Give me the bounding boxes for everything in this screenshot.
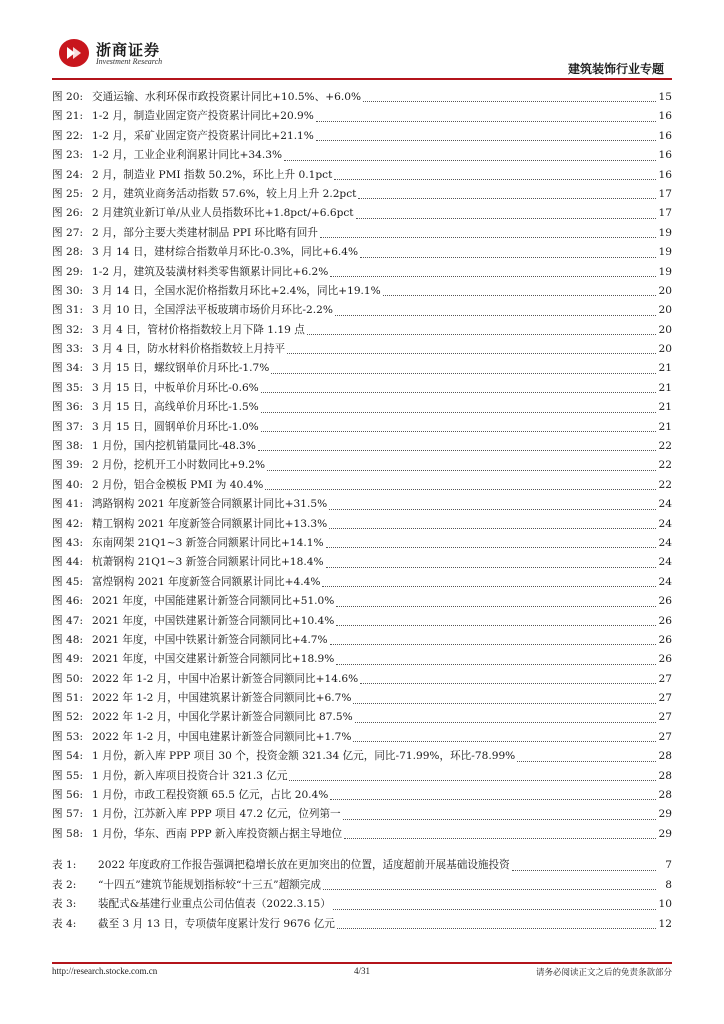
figure-entry-label: 图 20:	[52, 90, 84, 103]
figure-entry-leader	[358, 198, 656, 199]
figure-entry-title: 3 月 15 日，圆钢单价月环比-1.0%	[92, 420, 259, 433]
figure-entry[interactable]	[52, 728, 672, 747]
figure-entry-title: 鸿路钢构 2021 年度新签合同额累计同比+31.5%	[92, 498, 328, 511]
figure-entry[interactable]	[52, 418, 672, 437]
figure-entry[interactable]	[52, 650, 672, 669]
brand-logo	[58, 38, 208, 78]
figure-entry[interactable]	[52, 398, 672, 417]
figure-entry-title: 2022 年 1-2 月，中国建筑累计新签合同额同比+6.7%	[92, 692, 352, 705]
figure-entry-page: 24	[658, 517, 672, 530]
table-entry-title: 装配式&基建行业重点公司估值表（2022.3.15）	[98, 898, 331, 911]
figure-entry-title: 2021 年度，中国铁建累计新签合同额同比+10.4%	[92, 614, 335, 627]
figure-entry-leader	[320, 237, 656, 238]
figure-entry-label: 图 30:	[52, 284, 84, 297]
table-entry-leader	[337, 928, 656, 929]
figure-entry-leader	[330, 644, 656, 645]
figure-entry[interactable]	[52, 88, 672, 107]
figure-entry-page: 21	[658, 381, 672, 394]
figure-entry[interactable]	[52, 185, 672, 204]
figure-entry-leader	[330, 276, 656, 277]
figure-entry-leader	[383, 295, 656, 296]
figure-entry-page: 16	[658, 129, 672, 142]
figure-entry-label: 图 31:	[52, 304, 84, 317]
figure-entry-label: 图 41:	[52, 498, 84, 511]
table-entry-leader	[512, 870, 656, 871]
figure-entry[interactable]	[52, 340, 672, 359]
figure-entry-page: 29	[658, 827, 672, 840]
figure-entry-page: 19	[658, 246, 672, 259]
figure-entry-page: 24	[658, 556, 672, 569]
figure-entry[interactable]	[52, 631, 672, 650]
table-entry[interactable]	[52, 915, 672, 935]
figure-entry-page: 28	[658, 769, 672, 782]
figure-entry-label: 图 26:	[52, 207, 84, 220]
figure-entry-page: 15	[658, 90, 672, 103]
figure-entry[interactable]	[52, 107, 672, 126]
figure-entry-title: 3 月 4 日，管材价格指数较上月下降 1.19 点	[92, 323, 305, 336]
figure-entry-label: 图 52:	[52, 711, 84, 724]
figure-entry-leader	[517, 761, 656, 762]
figure-entry[interactable]	[52, 243, 672, 262]
figure-entry-title: 1 月份，华东、西南 PPP 新入库投资额占据主导地位	[92, 827, 343, 840]
figure-entry-title: 1-2 月，采矿业固定资产投资累计同比+21.1%	[92, 129, 314, 142]
figure-entry-label: 图 54:	[52, 750, 84, 763]
figure-entry-leader	[261, 412, 656, 413]
figure-entry[interactable]	[52, 534, 672, 553]
figure-entry-page: 26	[658, 653, 672, 666]
figure-entry-leader	[336, 664, 656, 665]
figure-entry-leader	[355, 722, 656, 723]
figure-entry-title: 2 月建筑业新订单/从业人员指数环比+1.8pct/+6.6pct	[92, 207, 354, 220]
figure-entry-title: 1-2 月，制造业固定资产投资累计同比+20.9%	[92, 110, 314, 123]
figure-entry-page: 16	[658, 149, 672, 162]
figure-entry[interactable]	[52, 282, 672, 301]
figure-entry-leader	[336, 625, 656, 626]
figure-entry-page: 27	[658, 730, 672, 743]
figure-entry[interactable]	[52, 786, 672, 805]
figure-entry-label: 图 25:	[52, 187, 84, 200]
figure-entry-title: 3 月 10 日，全国浮法平板玻璃市场价月环比-2.2%	[92, 304, 333, 317]
footer-url-link[interactable]: http://research.stocke.com.cn	[52, 966, 158, 976]
figure-entry-title: 2 月份，挖机开工小时数同比+9.2%	[92, 459, 266, 472]
figure-entry[interactable]	[52, 689, 672, 708]
figure-entry-label: 图 50:	[52, 672, 84, 685]
figure-entry-title: 1-2 月，工业企业利润累计同比+34.3%	[92, 149, 283, 162]
figure-entry-label: 图 39:	[52, 459, 84, 472]
footer-page-number: 4/31	[354, 966, 371, 976]
figure-entry-label: 图 35:	[52, 381, 84, 394]
figure-entry-page: 19	[658, 226, 672, 239]
figure-entry-leader	[356, 218, 656, 219]
figure-entry[interactable]	[52, 204, 672, 223]
figure-index-list	[52, 88, 672, 844]
table-entry-page: 7	[665, 859, 672, 871]
figure-entry-leader	[284, 160, 656, 161]
figure-entry-label: 图 36:	[52, 401, 84, 414]
figure-entry-leader	[334, 179, 656, 180]
figure-entry-page: 27	[658, 711, 672, 724]
table-entry-label: 表 2:	[52, 878, 77, 891]
figure-entry-label: 图 21:	[52, 110, 84, 123]
figure-entry-page: 19	[658, 265, 672, 278]
figure-entry[interactable]	[52, 670, 672, 689]
figure-entry-title: 3 月 15 日，螺纹钢单价月环比-1.7%	[92, 362, 270, 375]
figure-entry-leader	[344, 838, 656, 839]
table-entry[interactable]	[52, 856, 672, 876]
figure-entry-page: 16	[658, 110, 672, 123]
table-entry-leader	[323, 889, 656, 890]
figure-entry-page: 27	[658, 672, 672, 685]
footer-divider	[52, 962, 672, 964]
header-divider	[52, 78, 672, 80]
figure-entry-title: 1 月份，江苏新入库 PPP 项目 47.2 亿元，位列第一	[92, 808, 341, 821]
figure-entry-page: 20	[658, 284, 672, 297]
figure-entry-page: 22	[658, 459, 672, 472]
brand-logo-icon	[58, 38, 90, 68]
page-footer	[52, 966, 672, 982]
figure-entry[interactable]	[52, 224, 672, 243]
figure-entry-title: 2 月，部分主要大类建材制品 PPI 环比略有回升	[92, 226, 318, 239]
figure-entry-label: 图 58:	[52, 827, 84, 840]
figure-entry-label: 图 28:	[52, 246, 84, 259]
figure-entry-leader	[261, 392, 656, 393]
figure-entry[interactable]	[52, 127, 672, 146]
figure-entry-label: 图 51:	[52, 692, 84, 705]
figure-entry-page: 27	[658, 692, 672, 705]
figure-entry-page: 22	[658, 440, 672, 453]
figure-entry-page: 17	[658, 207, 672, 220]
brand-name-en: Investment Research	[96, 57, 163, 66]
figure-entry-label: 图 55:	[52, 769, 84, 782]
figure-entry-title: 3 月 15 日，高线单价月环比-1.5%	[92, 401, 259, 414]
figure-entry-page: 20	[658, 304, 672, 317]
figure-entry-label: 图 53:	[52, 730, 84, 743]
figure-entry[interactable]	[52, 495, 672, 514]
figure-entry-title: 精工钢构 2021 年度新签合同额累计同比+13.3%	[92, 517, 328, 530]
figure-entry-title: 2022 年 1-2 月，中国电建累计新签合同额同比+1.7%	[92, 730, 352, 743]
figure-entry-title: 2 月，建筑业商务活动指数 57.6%，较上月上升 2.2pct	[92, 187, 357, 200]
table-entry-page: 10	[658, 898, 672, 911]
figure-entry-leader	[353, 741, 656, 742]
figure-entry[interactable]	[52, 612, 672, 631]
figure-entry-title: 2021 年度，中国交建累计新签合同额同比+18.9%	[92, 653, 335, 666]
figure-entry[interactable]	[52, 359, 672, 378]
figure-entry[interactable]	[52, 321, 672, 340]
figure-entry-leader	[329, 528, 656, 529]
figure-entry-leader	[271, 373, 656, 374]
figure-entry-page: 20	[658, 343, 672, 356]
figure-entry-page: 21	[658, 401, 672, 414]
figure-entry[interactable]	[52, 767, 672, 786]
figure-entry-label: 图 43:	[52, 536, 84, 549]
figure-entry-leader	[329, 509, 656, 510]
figure-entry-label: 图 45:	[52, 575, 84, 588]
table-entry[interactable]	[52, 876, 672, 896]
table-entry-title: “十四五”建筑节能规划指标较“十三五”超额完成	[98, 878, 321, 891]
figure-entry[interactable]	[52, 456, 672, 475]
figure-entry[interactable]	[52, 709, 672, 728]
figure-entry-label: 图 29:	[52, 265, 84, 278]
figure-entry-title: 2022 年 1-2 月，中国化学累计新签合同额同比 87.5%	[92, 711, 353, 724]
figure-entry-label: 图 46:	[52, 595, 84, 608]
figure-entry-title: 2 月，制造业 PMI 指数 50.2%，环比上升 0.1pct	[92, 168, 333, 181]
table-index-list	[52, 856, 672, 934]
figure-entry-label: 图 57:	[52, 808, 84, 821]
figure-entry-leader	[316, 140, 656, 141]
figure-entry-title: 3 月 14 日，全国水泥价格指数月环比+2.4%，同比+19.1%	[92, 284, 381, 297]
figure-entry-page: 21	[658, 420, 672, 433]
figure-entry-leader	[307, 334, 656, 335]
figure-entry[interactable]	[52, 437, 672, 456]
figure-entry-page: 20	[658, 323, 672, 336]
figure-entry-leader	[267, 470, 656, 471]
figure-entry-page: 26	[658, 633, 672, 646]
figure-entry-leader	[265, 489, 656, 490]
figure-entry-leader	[326, 547, 656, 548]
figure-entry-title: 1 月份，新入库 PPP 项目 30 个，投资金额 321.34 亿元，同比-71.99%，环比-78.99%	[92, 750, 516, 763]
footer-disclaimer: 请务必阅读正文之后的免责条款部分	[535, 968, 672, 978]
figure-entry-title: 2022 年 1-2 月，中国中冶累计新签合同额同比+14.6%	[92, 672, 359, 685]
figure-entry-label: 图 42:	[52, 517, 84, 530]
figure-entry-leader	[326, 567, 656, 568]
table-entry-label: 表 4:	[52, 917, 77, 930]
figure-entry-title: 2021 年度，中国中铁累计新签合同额同比+4.7%	[92, 633, 328, 646]
figure-entry-page: 29	[658, 808, 672, 821]
figure-entry-page: 24	[658, 498, 672, 511]
figure-entry-leader	[289, 780, 656, 781]
figure-entry[interactable]	[52, 573, 672, 592]
table-entry-label: 表 3:	[52, 898, 77, 911]
figure-entry[interactable]	[52, 747, 672, 766]
report-type-label: 建筑装饰行业专题	[567, 62, 664, 76]
figure-entry-title: 3 月 4 日，防水材料价格指数较上月持平	[92, 343, 286, 356]
figure-entry[interactable]	[52, 805, 672, 824]
figure-entry-label: 图 24:	[52, 168, 84, 181]
figure-entry-page: 21	[658, 362, 672, 375]
figure-entry-label: 图 47:	[52, 614, 84, 627]
figure-entry[interactable]	[52, 379, 672, 398]
figure-entry-title: 3 月 15 日，中板单价月环比-0.6%	[92, 381, 259, 394]
figure-entry-page: 28	[658, 750, 672, 763]
figure-entry-title: 1 月份，新入库项目投资合计 321.3 亿元	[92, 769, 288, 782]
figure-entry-label: 图 34:	[52, 362, 84, 375]
figure-entry-label: 图 49:	[52, 653, 84, 666]
figure-entry-leader	[258, 450, 656, 451]
figure-entry-label: 图 22:	[52, 129, 84, 142]
figure-entry-leader	[335, 315, 656, 316]
figure-entry-page: 16	[658, 168, 672, 181]
figure-entry-label: 图 56:	[52, 789, 84, 802]
table-entry-title: 截至 3 月 13 日，专项债年度累计发行 9676 亿元	[98, 917, 335, 930]
figure-entry-leader	[287, 353, 656, 354]
figure-entry-leader	[322, 586, 656, 587]
table-entry-leader	[333, 909, 656, 910]
figure-entry[interactable]	[52, 476, 672, 495]
figure-entry-page: 26	[658, 614, 672, 627]
figure-entry-page: 26	[658, 595, 672, 608]
table-entry-page: 8	[665, 878, 672, 891]
figure-entry-leader	[316, 121, 656, 122]
brand-name-cn: 浙商证券	[96, 41, 161, 59]
figure-entry-leader	[343, 819, 656, 820]
figure-entry-page: 24	[658, 536, 672, 549]
figure-entry[interactable]	[52, 553, 672, 572]
figure-entry[interactable]	[52, 825, 672, 844]
figure-entry-page: 24	[658, 575, 672, 588]
figure-entry-page: 17	[658, 187, 672, 200]
figure-entry-title: 东南网架 21Q1~3 新签合同额累计同比+14.1%	[92, 536, 324, 549]
figure-entry-title: 1 月份，市政工程投资额 65.5 亿元，占比 20.4%	[92, 789, 329, 802]
table-entry-label: 表 1:	[52, 859, 77, 871]
figure-entry-label: 图 38:	[52, 440, 84, 453]
figure-entry-title: 3 月 14 日，建材综合指数单月环比-0.3%，同比+6.4%	[92, 246, 359, 259]
figure-entry-leader	[353, 703, 656, 704]
figure-entry-label: 图 32:	[52, 323, 84, 336]
figure-entry-label: 图 40:	[52, 478, 84, 491]
figure-entry-title: 2 月份，铝合金模板 PMI 为 40.4%	[92, 478, 264, 491]
figure-entry-label: 图 37:	[52, 420, 84, 433]
figure-entry-title: 2021 年度，中国能建累计新签合同额同比+51.0%	[92, 595, 335, 608]
figure-entry-leader	[261, 431, 656, 432]
table-entry-title: 2022 年度政府工作报告强调把稳增长放在更加突出的位置，适度超前开展基础设施投资	[98, 859, 510, 871]
figure-entry[interactable]	[52, 515, 672, 534]
figure-entry-label: 图 33:	[52, 343, 84, 356]
figure-entry-title: 富煌钢构 2021 年度新签合同额累计同比+4.4%	[92, 575, 321, 588]
figure-entry-leader	[336, 606, 656, 607]
figure-entry-leader	[360, 257, 656, 258]
page-header	[0, 0, 724, 80]
figure-entry-title: 1-2 月，建筑及装潢材料类零售额累计同比+6.2%	[92, 265, 329, 278]
figure-entry[interactable]	[52, 592, 672, 611]
figure-entry-leader	[363, 101, 656, 102]
figure-entry-page: 28	[658, 789, 672, 802]
figure-entry-label: 图 27:	[52, 226, 84, 239]
figure-entry-page: 22	[658, 478, 672, 491]
figure-entry-label: 图 44:	[52, 556, 84, 569]
figure-entry-label: 图 48:	[52, 633, 84, 646]
figure-entry-label: 图 23:	[52, 149, 84, 162]
figure-entry-title: 1 月份，国内挖机销量同比-48.3%	[92, 440, 256, 453]
table-entry-page: 12	[658, 917, 672, 930]
figure-entry-title: 杭萧钢构 21Q1~3 新签合同额累计同比+18.4%	[92, 556, 324, 569]
figure-entry[interactable]	[52, 146, 672, 165]
figure-entry[interactable]	[52, 301, 672, 320]
table-entry[interactable]	[52, 895, 672, 915]
figure-entry-title: 交通运输、水利环保市政投资累计同比+10.5%、+6.0%	[92, 90, 362, 103]
figure-entry-leader	[360, 683, 656, 684]
figure-entry[interactable]	[52, 166, 672, 185]
figure-entry-leader	[330, 799, 656, 800]
figure-entry[interactable]	[52, 263, 672, 282]
